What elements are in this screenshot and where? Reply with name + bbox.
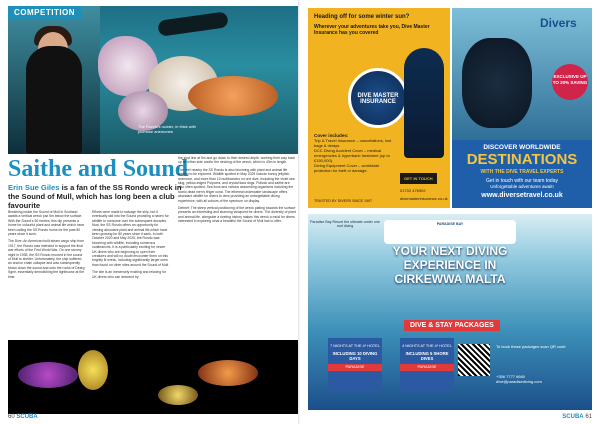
paragraph: Breathing inside the Sound of Mull in Scotland awaits a vertical wreck just 5m below the surface. With the Sound's 50 metres, this dip presents a home for colourful plant and animal life which have been calling the SS Rondo home for the past 80 years since it sunk. (8, 210, 85, 237)
left-footer (8, 414, 38, 420)
diver-body (26, 46, 82, 154)
package-card-1[interactable] (328, 338, 382, 392)
contact-email[interactable]: dive@paradisediving.com (496, 379, 542, 384)
divers-ad[interactable] (452, 8, 592, 140)
paragraph: Debrief: The steep vertical positioning of the wreck plating towards the surface presents an interesting and stunning viewpoint for divers. The diversity of plant and animal life, alongside a riveting history makes this wreck a must for divers interested in exploring what a beautiful the Sound of Mull has to offer. (178, 206, 296, 224)
ad-subheading: Wherever your adventures take you, Dive Master Insurance has you covered (314, 24, 430, 36)
nudibranch (78, 350, 108, 390)
ad-url[interactable]: www.diversetravel.co.uk (481, 192, 563, 199)
nudibranch (158, 385, 198, 405)
package-tag: PARADISE (400, 364, 454, 371)
paragraph: The Dive: An American built steam cargo ship from 1917, the Rondo was intended to support the final war efforts of the First World War. On one stormy night in 1935, the SS Rondo moored in the sound of Mull to shelter. Unfortunately, the ship suffered an anchor chain collapse and was subsequently blown down the sound and onto the rocks of Dearg Sgeir, essentially demolishing the lighthouse at the time. (8, 239, 85, 279)
ad-intro: Paradise Bay Resort the ultimate under one roof diving (310, 220, 380, 228)
cover-title: Cover includes: (314, 133, 349, 138)
cover-item: DCC Diving Accident Cover – medical emergencies & hyperbaric treatment (up to £150,000). (314, 148, 390, 163)
cover-item: Trip & Travel Insurance – cancellations, lost bags & delays. (314, 138, 392, 148)
ad-website[interactable]: divemasterinsurance.co.uk (400, 196, 448, 201)
package-nights: 7 NIGHTS AT THE 4* HOTEL (330, 344, 380, 348)
paragraph: the shot line at 5m and go down to their desired depth, working their way back up as either side and/or the decking of the wreck, which is 40m in length. (178, 156, 296, 165)
package-detail: INCLUDING 10 DIVING DAYS (332, 351, 378, 361)
coral (188, 76, 278, 116)
article-headline: Saithe and Sound (8, 156, 189, 182)
packages-bar: DIVE & STAY PACKAGES (404, 320, 500, 331)
top-photo (8, 6, 300, 154)
diver-portrait (8, 6, 100, 154)
ad-line: DISCOVER WORLDWIDE (483, 144, 561, 151)
saving-badge: EXCLUSIVE UP TO 20% SAVING (552, 64, 588, 100)
bottom-photo (8, 340, 300, 414)
paragraph: The reef nearby the SS Rondo is also blooming with plant and animal life waiting to be explored. Wildlife spotted in May 2025 include bunny jellyfish, anemone, and more than 10 nudibranchs on one dive, including the violet sea slug, yellow-edged Polycera, and crystal tiara dogs. Pollock and saithe are also often spotted. Sea lions and various astounding organisms including the iconic dead men's finger coral. The ethereal underwater landscape offers abundant wildlife for divers to view providing an unforgettable diving experience, with all colours of the spectrum on display. (178, 167, 295, 203)
text-column-3 (178, 156, 296, 366)
package-detail: INCLUDING 5 SHORE DIVES (405, 351, 449, 361)
ad-footer: TRUSTED BY DIVERS SINCE 1997 (314, 199, 373, 203)
headline-line: CIRKEWWA MALTA (394, 272, 506, 286)
paradise-bay-logo (384, 220, 516, 244)
divers-logo: Divers (540, 16, 577, 30)
brand: SCUBA (16, 414, 38, 420)
author-name: Erin Sue Giles (8, 183, 60, 192)
brand: SCUBA (562, 414, 584, 420)
photo-caption: The Rondo's rudder, in thick with plumose anemones (138, 124, 196, 134)
malta-ad[interactable] (308, 214, 592, 410)
standfirst (8, 183, 188, 210)
booking-info: To book these packages scan QR code (496, 344, 566, 349)
page-number: 61 (585, 414, 592, 420)
nudibranch (198, 360, 258, 386)
contact-phone: +356 7777 6660 (496, 374, 526, 379)
ad-line: Get in touch with our team today (486, 178, 558, 184)
headline-line: EXPERIENCE IN (403, 258, 497, 272)
logo-text: DIVE MASTER INSURANCE (357, 93, 399, 105)
ad-line: WITH THE DIVE TRAVEL EXPERTS (480, 169, 564, 175)
right-page (300, 0, 600, 424)
dive-master-logo (348, 68, 408, 128)
package-card-2[interactable] (400, 338, 454, 392)
paragraph: The site is an immensely exciting and relaxing for UK divers who can descend by (92, 270, 167, 279)
package-tag: PARADISE (328, 364, 382, 371)
qr-code[interactable] (458, 344, 490, 376)
section-badge: COMPETITION (8, 6, 81, 19)
page-number: 60 (8, 414, 15, 420)
contact-info (496, 374, 586, 384)
text-column-1 (8, 210, 86, 360)
package-nights: 4 NIGHTS AT THE 4* HOTEL (402, 344, 452, 348)
headline-line: YOUR NEXT DIVING (392, 244, 508, 258)
ad-phone: 01702 476902 (400, 188, 426, 193)
ad-line: Unforgettable adventures await! (490, 184, 554, 189)
dive-travel-ad[interactable] (452, 140, 592, 208)
diver-figure (404, 48, 444, 158)
ad-heading: Heading off for some winter sun? (314, 14, 410, 20)
cover-list (314, 133, 394, 173)
paragraph: Efforts were made to salvage the ship, but it eventually slid into the Sound providing a haven for wildlife to consume over the subsequent decades. Now, the SS Rondo offers an opportunity for viewing abundant plant and animal life which have been growing for 80 years since it sank. In both October 2020 and May 2025, the Rondo was blooming with wildlife, including numerous nudibranchs. It is a particularly exciting for newer UK divers who are beginning to open their creatures and will no doubt encounter them on this brightly lit wreck, including significantly larger ones than found on other sites around the Sound of Mull. (92, 210, 170, 267)
swimmer-silhouette (157, 11, 229, 37)
ad-title: DESTINATIONS (466, 151, 578, 168)
cover-item: Diving Equipment Cover – worldwide protection for theft or damage. (314, 163, 380, 173)
ad-headline (316, 244, 584, 286)
right-footer (562, 414, 592, 420)
get-in-touch-button[interactable]: GET IN TOUCH (400, 173, 437, 184)
nudibranch (18, 362, 78, 388)
diver-photo (462, 38, 532, 128)
logo-text: PARADISE BAY (436, 222, 464, 226)
standfirst-text: is a fan of the SS Rondo wreck in the Sound of Mull, which has long been a club favourite (8, 183, 182, 210)
dive-master-ad[interactable] (308, 8, 450, 208)
